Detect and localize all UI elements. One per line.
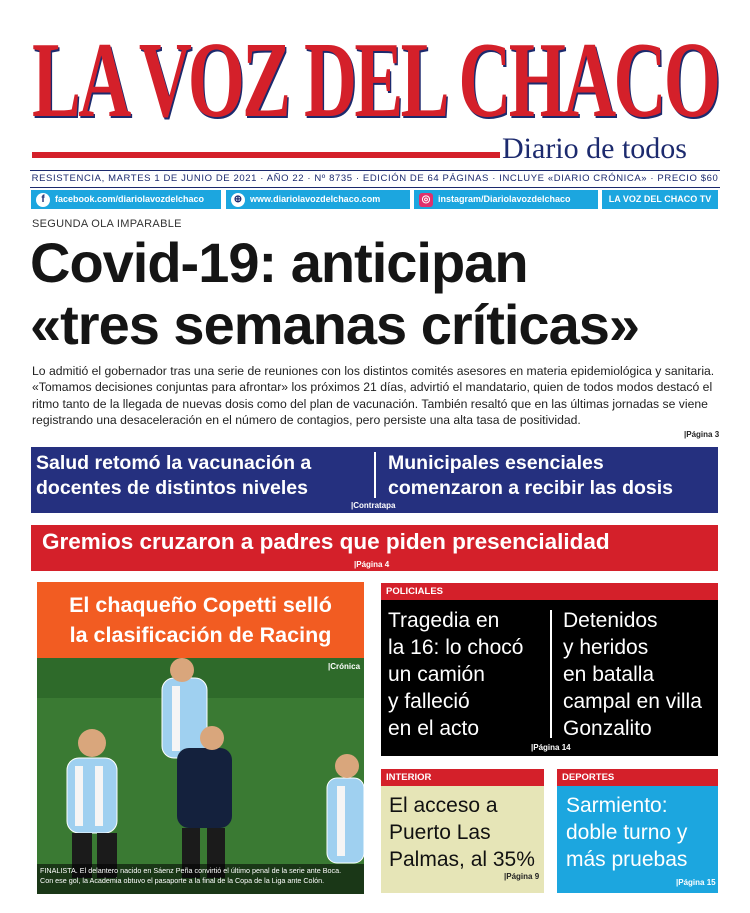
blue-band-pageref: |Contratapa xyxy=(351,501,396,510)
tragedy-line1: Tragedia en xyxy=(388,609,500,632)
masthead-rule xyxy=(32,152,500,158)
masthead-tagline: Diario de todos xyxy=(502,132,687,165)
copetti-headline-box[interactable] xyxy=(37,582,364,658)
interior-line1: El acceso a xyxy=(389,794,498,817)
dateline: RESISTENCIA, MARTES 1 DE JUNIO DE 2021 · AÑO 22 · Nº 8735 · EDICIÓN DE 64 PÁGINAS · INCLUYE «DIARIO CRÓNICA» · PRECIO $60 xyxy=(30,170,720,188)
masthead-title: LA VOZ DEL CHACO xyxy=(32,21,719,140)
deportes-line1: Sarmiento: xyxy=(566,794,668,817)
interior-pageref: |Página 9 xyxy=(504,872,540,881)
puerto-las-palmas-headline[interactable] xyxy=(389,792,535,873)
tragedy-line5: en el acto xyxy=(388,717,480,740)
lead-headline-line2: «tres semanas críticas» xyxy=(30,293,639,356)
tragedy-line3: un camión xyxy=(388,663,485,686)
instagram-link[interactable] xyxy=(414,190,598,209)
tv-link[interactable]: LA VOZ DEL CHACO TV xyxy=(602,190,718,209)
copetti-headline-line1: El chaqueño Copetti selló xyxy=(69,593,332,617)
tragedy-line4: y falleció xyxy=(388,690,470,713)
instagram-label: instagram/Diariolavozdelchaco xyxy=(438,194,571,205)
deportes-line2: doble turno y xyxy=(566,821,688,844)
copetti-pageref: |Crónica xyxy=(328,662,361,671)
instagram-icon: ◎ xyxy=(419,193,433,207)
brawl-line5: Gonzalito xyxy=(563,717,652,740)
policiales-divider xyxy=(550,610,552,738)
photo-illustration xyxy=(37,658,364,894)
municipal-headline-line2: comenzaron a recibir las dosis xyxy=(388,477,674,499)
gonzalito-brawl-headline[interactable] xyxy=(563,607,702,742)
brawl-line1: Detenidos xyxy=(563,609,658,632)
lead-body: Lo admitió el gobernador tras una serie de reuniones con los distintos comités asesores en materia epidemiológica y sanitaria. «Tomamos decisiones conjuntas para afrontar» los próximos 21 días, advirtió el mandatario, quien de todos modos destacó el ritmo tanto de la llegada de nuevas dosis como del plan de vacunación. También resaltó que en las últimas jornadas se viene registrando una desaceleración en el número de contagios, pero persiste una alta tasa de positividad. xyxy=(32,364,715,428)
copetti-headline-line2: la clasificación de Racing xyxy=(69,623,332,647)
brawl-line3: en batalla xyxy=(563,663,655,686)
municipal-headline-line1: Municipales esenciales xyxy=(388,452,604,474)
red-band-pageref: |Página 4 xyxy=(354,560,390,569)
interior-line2: Puerto Las xyxy=(389,821,491,844)
website-link[interactable] xyxy=(226,190,410,209)
teachers-vaccination-headline[interactable] xyxy=(36,451,311,501)
policiales-pageref: |Página 14 xyxy=(531,743,571,752)
caption-line2: Con ese gol, la Academia obtuvo el pasaporte a la final de la Copa de la Liga ante Colón. xyxy=(40,875,325,885)
interior-line3: Palmas, al 35% xyxy=(389,848,535,871)
globe-icon: ⊕ xyxy=(231,193,245,207)
deportes-pageref: |Página 15 xyxy=(676,878,716,887)
facebook-link[interactable] xyxy=(31,190,221,209)
photo-caption xyxy=(37,864,364,894)
policiales-label: POLICIALES xyxy=(381,583,718,600)
lead-kicker: SEGUNDA OLA IMPARABLE xyxy=(32,218,182,230)
caption-line1: FINALISTA. El delantero nacido en Sáenz Peña convirtió el último penal de la serie ante Boca. xyxy=(40,866,342,875)
interior-label: INTERIOR xyxy=(381,769,544,786)
teachers-headline-line2: docentes de distintos niveles xyxy=(36,477,308,499)
lead-headline-line1: Covid-19: anticipan xyxy=(30,231,528,294)
lead-headline[interactable] xyxy=(30,232,720,356)
sarmiento-headline[interactable] xyxy=(566,792,687,873)
brawl-line4: campal en villa xyxy=(563,690,702,713)
brawl-line2: y heridos xyxy=(563,636,649,659)
teachers-headline-line1: Salud retomó la vacunación a xyxy=(36,452,312,474)
deportes-label: DEPORTES xyxy=(557,769,718,786)
facebook-icon: f xyxy=(36,193,50,207)
tragedy-line2: la 16: lo chocó xyxy=(388,636,524,659)
deportes-line3: más pruebas xyxy=(566,848,688,871)
racing-celebration-photo xyxy=(37,658,364,894)
lead-pageref: |Página 3 xyxy=(684,430,720,439)
municipal-vaccination-headline[interactable] xyxy=(388,451,673,501)
facebook-label: facebook.com/diariolavozdelchaco xyxy=(55,194,205,205)
truck-tragedy-headline[interactable] xyxy=(388,607,523,742)
website-label: www.diariolavozdelchaco.com xyxy=(250,194,381,205)
band-divider xyxy=(374,452,376,498)
unions-headline[interactable]: Gremios cruzaron a padres que piden presencialidad xyxy=(42,529,610,554)
